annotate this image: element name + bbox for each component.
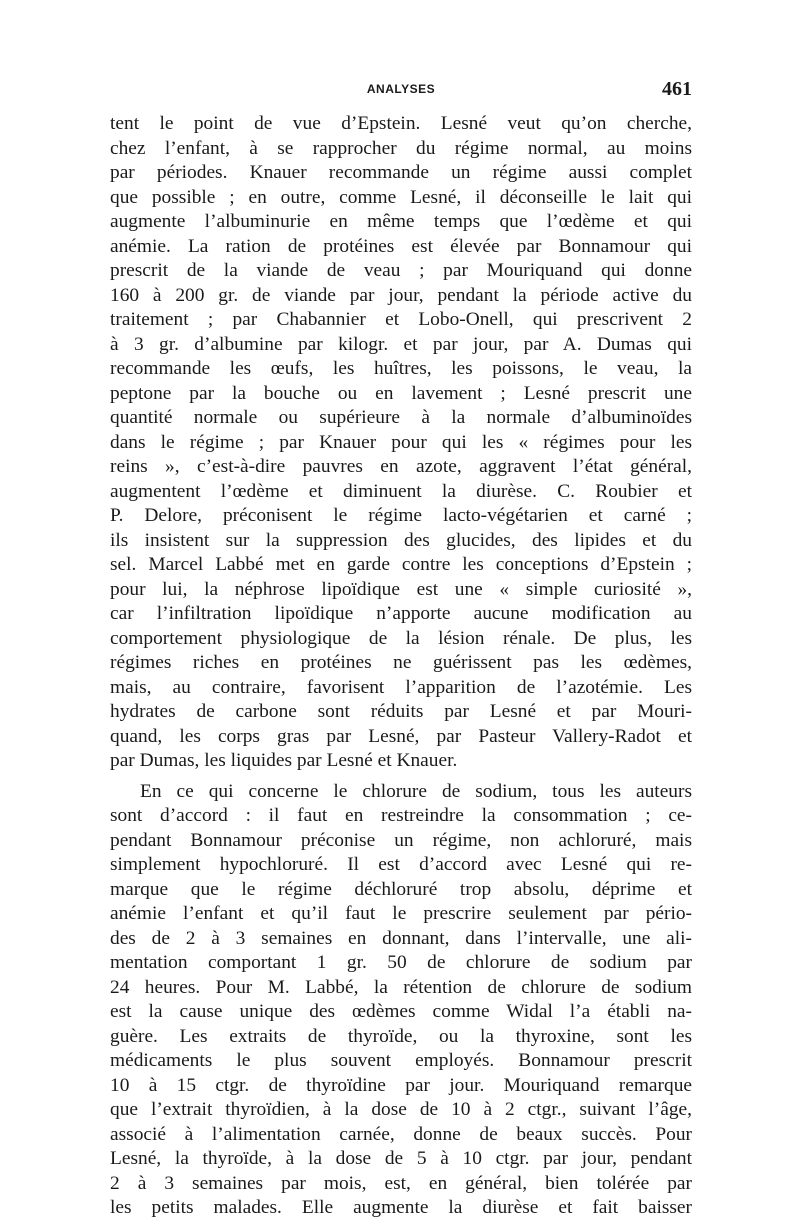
text-line: 160 à 200 gr. de viande par jour, pendant la période active du [110, 284, 692, 306]
running-title: ANALYSES [366, 82, 436, 96]
text-line: que possible ; en outre, comme Lesné, il déconseille le lait qui [110, 186, 692, 208]
text-line: à 3 gr. d’albumine par kilogr. et par jour, par A. Dumas qui [110, 333, 692, 355]
running-head [110, 78, 692, 102]
text-line: car l’infiltration lipoïdique n’apporte aucune modification au [110, 603, 692, 624]
text-line: 2 à 3 semaines par mois, est, en général, bien tolérée par [110, 1172, 692, 1194]
text-line: recommande les œufs, les huîtres, les poissons, le veau, la [110, 358, 692, 379]
text-line: pour lui, la néphrose lipoïdique est une « simple curiosité », [110, 578, 692, 600]
text-line: tent le point de vue d’Epstein. Lesné veut qu’on cherche, [110, 113, 692, 134]
text-line: les petits malades. Elle augmente la diurèse et fait baisser [110, 1197, 692, 1218]
page-number: 461 [662, 78, 692, 100]
text-line: comportement physiologique de la lésion rénale. De plus, les [110, 627, 692, 649]
text-line: 10 à 15 ctgr. de thyroïdine par jour. Mouriquand remarque [110, 1074, 692, 1096]
text-line: dans le régime ; par Knauer pour qui les « régimes pour les [110, 431, 692, 453]
text-line: peptone par la bouche ou en lavement ; Lesné prescrit une [110, 382, 692, 404]
text-line: guère. Les extraits de thyroïde, ou la thyroxine, sont les [110, 1025, 692, 1047]
text-line: Lesné, la thyroïde, à la dose de 5 à 10 ctgr. par jour, pendant [110, 1148, 692, 1169]
text-line: anémie l’enfant et qu’il faut le prescrire seulement par pério- [110, 903, 692, 924]
text-line: associé à l’alimentation carnée, donne de beaux succès. Pour [110, 1123, 692, 1145]
text-line: régimes riches en protéines ne guérissent pas les œdèmes, [110, 652, 692, 673]
text-line: ils insistent sur la suppression des glucides, des lipides et du [110, 529, 692, 551]
text-line: par Dumas, les liquides par Lesné et Knauer. [110, 750, 458, 771]
text-line: augmente l’albuminurie en même temps que l’œdème et qui [110, 211, 692, 232]
text-line: est la cause unique des œdèmes comme Widal l’a établi na- [110, 1001, 692, 1022]
text-line: simplement hypochloruré. Il est d’accord avec Lesné qui re- [110, 854, 692, 875]
text-line: traitement ; par Chabannier et Lobo-Onell, qui prescrivent 2 [110, 309, 692, 330]
text-line: sel. Marcel Labbé met en garde contre les conceptions d’Epstein ; [110, 554, 692, 575]
paragraph [110, 780, 692, 1221]
text-line: mentation comportant 1 gr. 50 de chlorure de sodium par [110, 952, 692, 973]
text-line: chez l’enfant, à se rapprocher du régime normal, au moins [110, 137, 692, 159]
text-line: 24 heures. Pour M. Labbé, la rétention de chlorure de sodium [110, 976, 692, 998]
text-line: prescrit de la viande de veau ; par Mouriquand qui donne [110, 260, 692, 281]
text-line: En ce qui concerne le chlorure de sodium, tous les auteurs [140, 780, 692, 802]
text-line: des de 2 à 3 semaines en donnant, dans l’intervalle, une ali- [110, 927, 692, 949]
text-line: anémie. La ration de protéines est élevée par Bonnamour qui [110, 235, 692, 257]
text-line: pendant Bonnamour préconise un régime, non achloruré, mais [110, 829, 692, 851]
text-line: marque que le régime déchloruré trop absolu, déprime et [110, 878, 692, 900]
text-line: hydrates de carbone sont réduits par Lesné et par Mouri- [110, 701, 692, 722]
text-line: que l’extrait thyroïdien, à la dose de 10 à 2 ctgr., suivant l’âge, [110, 1099, 692, 1120]
text-line: mais, au contraire, favorisent l’apparition de l’azotémie. Les [110, 676, 692, 698]
text-line: quand, les corps gras par Lesné, par Pasteur Vallery-Radot et [110, 725, 692, 747]
body-text [110, 112, 692, 1221]
paragraph [110, 112, 692, 774]
text-line: P. Delore, préconisent le régime lacto-végétarien et carné ; [110, 505, 692, 526]
text-line: quantité normale ou supérieure à la normale d’albuminoïdes [110, 407, 692, 428]
text-line: reins », c’est-à-dire pauvres en azote, aggravent l’état général, [110, 456, 692, 477]
text-line: médicaments le plus souvent employés. Bonnamour prescrit [110, 1050, 692, 1071]
text-line: par périodes. Knauer recommande un régime aussi complet [110, 162, 692, 183]
text-line: sont d’accord : il faut en restreindre la consommation ; ce- [110, 805, 692, 826]
text-line: augmentent l’œdème et diminuent la diurèse. C. Roubier et [110, 480, 692, 502]
